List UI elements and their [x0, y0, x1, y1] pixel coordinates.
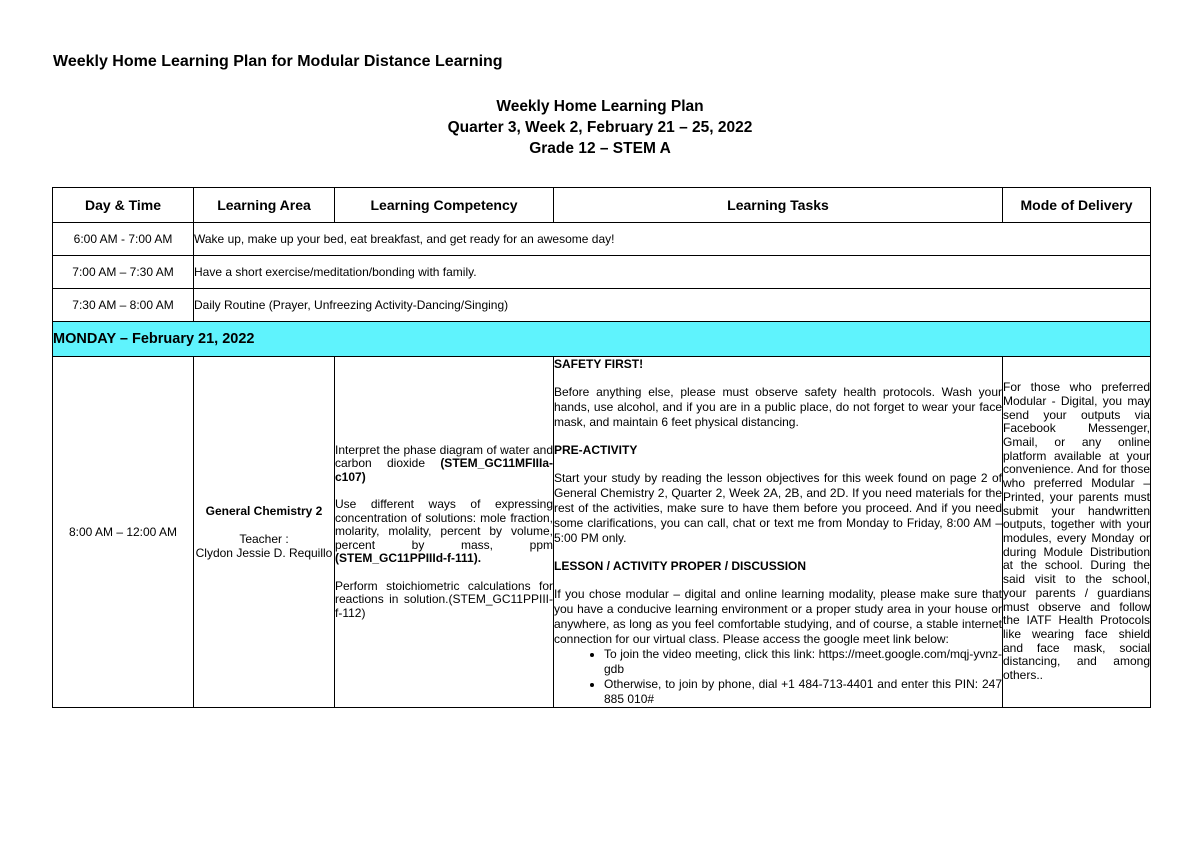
session-row [53, 357, 1151, 708]
routine-time: 7:30 AM – 8:00 AM [53, 289, 194, 322]
learning-plan-table [52, 187, 1151, 708]
routine-time: 7:00 AM – 7:30 AM [53, 256, 194, 289]
meeting-instructions-list [554, 647, 1002, 707]
learning-tasks-cell [554, 357, 1003, 708]
plan-quarter-week: Quarter 3, Week 2, February 21 – 25, 2022 [447, 119, 753, 136]
day-banner: MONDAY – February 21, 2022 [53, 322, 1151, 357]
meeting-link-instruction[interactable]: • To join the video meeting, click this link: https://meet.google.com/mqj-yvnz-gdb [604, 647, 1002, 677]
competency-code: (STEM_GC11PPIIId-f-111). [335, 551, 482, 566]
routine-activity: Daily Routine (Prayer, Unfreezing Activity-Dancing/Singing) [194, 289, 1151, 322]
header-mode-of-delivery: Mode of Delivery [1003, 188, 1151, 223]
teacher-name: Clydon Jessie D. Requillo [195, 546, 333, 560]
routine-activity: Have a short exercise/meditation/bonding with family. [194, 256, 1151, 289]
pre-activity-text: Start your study by reading the lesson objectives for this week found on page 2 of General Chemistry 2, Quarter 2, Week 2A, 2B, and 2D. If you need materials for the rest of the activities, make sure to have them before you proceed. And if you need some clarifications, you can call, chat or text me from Monday to Friday, 8:00 AM – 5:00 PM only. [554, 471, 1002, 545]
competency-item [335, 444, 553, 485]
routine-activity: Wake up, make up your bed, eat breakfast, and get ready for an awesome day! [194, 223, 1151, 256]
document-header: Weekly Home Learning Plan for Modular Distance Learning [53, 53, 503, 70]
table-header-row [53, 188, 1151, 223]
teacher-label: Teacher : [239, 532, 289, 546]
header-learning-area: Learning Area [194, 188, 335, 223]
competency-code: (STEM_GC11MFIIIa-c107) [335, 456, 553, 484]
header-day-time: Day & Time [53, 188, 194, 223]
safety-heading: SAFETY FIRST! [554, 357, 644, 371]
competency-cell [335, 357, 554, 708]
lesson-heading: LESSON / ACTIVITY PROPER / DISCUSSION [554, 559, 807, 573]
phone-dial-instruction: • Otherwise, to join by phone, dial +1 484-713-4401 and enter this PIN: 247 885 010# [604, 677, 1002, 707]
plan-grade: Grade 12 – STEM A [529, 140, 671, 157]
competency-text: Perform stoichiometric calculations for reactions in solution.(STEM_GC11PPIII-f-112) [335, 578, 553, 620]
safety-text: Before anything else, please must observe safety health protocols. Wash your hands, use alcohol, and if you are in a public place, do not forget to wear your face mask, and maintain 6 feet physical distancing. [554, 385, 1002, 429]
pre-activity-heading: PRE-ACTIVITY [554, 443, 638, 457]
routine-time: 6:00 AM - 7:00 AM [53, 223, 194, 256]
title-block [0, 96, 1200, 159]
competency-text: Interpret the phase diagram of water and carbon dioxide [335, 442, 553, 471]
competency-item [335, 498, 553, 566]
lesson-text: If you chose modular – digital and online learning modality, please make sure that you have a conducive learning environment or a proper study area in your house or anywhere, as long as you feel comfortable studying, and of course, a stable internet connection for our virtual class. Please access the google meet link below: [554, 587, 1002, 646]
learning-area-cell [194, 357, 335, 708]
header-learning-tasks: Learning Tasks [554, 188, 1003, 223]
routine-row [53, 289, 1151, 322]
subject-name: General Chemistry 2 [205, 504, 323, 518]
competency-text: Use different ways of expressing concentration of solutions: mole fraction, molarity, molality, percent by volume, percent by mass, ppm [335, 497, 553, 552]
routine-row [53, 223, 1151, 256]
day-banner-row [53, 322, 1151, 357]
plan-title: Weekly Home Learning Plan [496, 98, 704, 115]
mode-of-delivery-text: For those who preferred Modular - Digital, you may send your outputs via Facebook Messenger, Gmail, or any online platform available at your convenience. And for those who preferred Modular – Printed, your parents must submit your handwritten outputs, together with your modules, every Monday or during Module Distribution at the school. During the said visit to the school, your parents / guardians must observe and follow the IATF Health Protocols like wearing face shield and face mask, social distancing, and among others.. [1003, 357, 1151, 708]
header-learning-competency: Learning Competency [335, 188, 554, 223]
session-time: 8:00 AM – 12:00 AM [53, 357, 194, 708]
routine-row [53, 256, 1151, 289]
competency-item [335, 580, 553, 621]
